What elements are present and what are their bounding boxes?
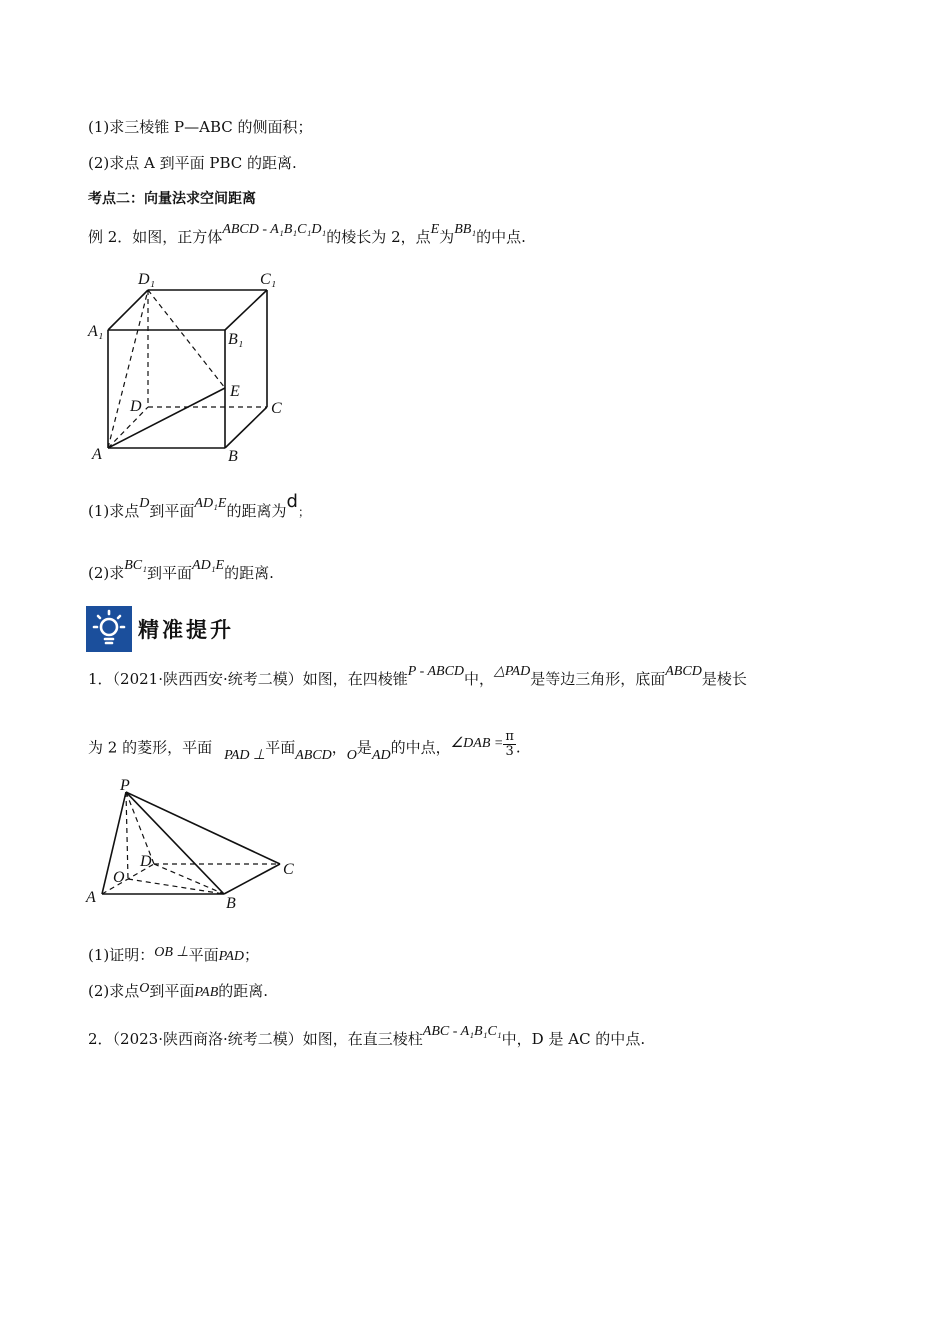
problem-2-statement xyxy=(88,1024,646,1052)
q1-d-symbol: d xyxy=(286,491,298,512)
p1q2-to-plane: 到平面 xyxy=(149,982,195,1000)
edge-b-c xyxy=(224,864,280,894)
q1-prefix: (1)求点 xyxy=(88,502,140,520)
banner-title: 精准提升 xyxy=(138,618,234,642)
label-a: A xyxy=(86,889,96,906)
point-e: E xyxy=(430,222,440,237)
hidden-segment-d-b xyxy=(154,864,224,894)
p1-triangle: △PAD xyxy=(494,664,531,679)
hidden-segment-o-b xyxy=(128,879,224,894)
q2-distance: 的距离. xyxy=(224,564,274,582)
p1-point-o: O xyxy=(346,747,357,763)
p1-frac-num: π xyxy=(505,729,514,744)
label-c: C xyxy=(271,400,282,417)
cube-figure xyxy=(80,262,300,472)
label-b: B xyxy=(226,895,236,912)
p1-text-2a: 为 2 的菱形，平面 xyxy=(88,738,213,757)
p1-fraction xyxy=(503,730,516,759)
p1-text-2g: 是 xyxy=(356,738,372,757)
p1q2-pab: PAB xyxy=(194,985,219,1000)
p1-frac-den: 3 xyxy=(505,744,514,759)
p1-text-e: 是等边三角形，底面 xyxy=(530,670,666,688)
p2-source: 2．（2023·陕西商洛·统考二模）如图，在直三棱柱 xyxy=(88,1030,423,1048)
p1q2-distance: 的距离. xyxy=(218,982,269,1000)
section-heading-vector-method: 考点二：向量法求空间距离 xyxy=(88,191,256,207)
edge-bb1: BB₁ xyxy=(454,222,477,237)
question-1-lateral-area: (1)求三棱锥 P—ABC 的侧面积； xyxy=(88,118,313,136)
p1-source: 1．（2021·陕西西安·统考二模）如图，在四棱锥 xyxy=(88,670,408,688)
lightbulb-icon xyxy=(86,606,132,652)
p1-segment-ad: AD xyxy=(371,747,391,763)
q1-plane: AD₁E xyxy=(194,496,227,511)
p1-text-c: 中， xyxy=(464,670,495,688)
label-d: D xyxy=(130,398,142,415)
label-b1: B₁ xyxy=(228,331,244,348)
hidden-segment-d1-e xyxy=(148,290,225,388)
question-2-distance: (2)求点 A 到平面 PBC 的距离. xyxy=(88,154,297,172)
p1q1-ob-perp: OB ⊥ xyxy=(154,945,189,960)
p1-plane-abcd: ABCD xyxy=(295,747,332,763)
hidden-edge-a-d xyxy=(108,407,148,448)
hidden-segment-p-o xyxy=(126,792,128,879)
label-d1: D₁ xyxy=(138,271,156,288)
cube-name: ABCD - A₁B₁C₁D₁ xyxy=(222,222,327,237)
p1q1-pad: PAD xyxy=(218,949,245,964)
q1-point-d: D xyxy=(139,496,150,511)
p1-text-2k: . xyxy=(515,738,521,757)
problem-1-line-2 xyxy=(88,729,521,763)
example-2-question-2 xyxy=(88,558,274,586)
p2-midpoint: 中，D 是 AC 的中点. xyxy=(501,1030,646,1048)
label-a: A xyxy=(92,446,102,463)
p1q2-prefix: (2)求点 xyxy=(88,982,140,1000)
label-o: O xyxy=(113,869,125,886)
example-2-mid2: 为 xyxy=(439,228,455,246)
pyramid-figure xyxy=(80,772,310,912)
p1-text-2e: ， xyxy=(331,738,347,757)
edge-p-b xyxy=(126,792,224,894)
hidden-segment-a-d1 xyxy=(108,290,148,448)
problem-1-line-1 xyxy=(88,664,747,692)
problem-1-question-1 xyxy=(88,944,259,968)
example-2-question-1 xyxy=(88,491,310,524)
q2-line-bc1: BC₁ xyxy=(124,558,148,573)
example-2-prefix: 例 2．如图，正方体 xyxy=(88,228,223,246)
label-c1: C₁ xyxy=(260,271,277,288)
example-2-mid1: 的棱长为 2，点 xyxy=(326,228,431,246)
q2-prefix: (2)求 xyxy=(88,564,125,582)
label-d: D xyxy=(140,853,152,870)
edge-b-c xyxy=(225,407,267,448)
label-c: C xyxy=(283,861,294,878)
p1-perp: PAD ⊥ xyxy=(224,747,266,763)
p1-text-2c: 平面 xyxy=(265,738,296,757)
edge-a1-d1 xyxy=(108,290,148,330)
q1-to-plane: 到平面 xyxy=(149,502,195,520)
p1-angle: ∠DAB = xyxy=(450,735,504,751)
problem-1-question-2 xyxy=(88,980,268,1004)
label-p: P xyxy=(120,777,130,794)
label-b: B xyxy=(228,448,238,465)
q2-plane: AD₁E xyxy=(192,558,225,573)
improvement-banner xyxy=(86,604,234,654)
example-2-statement xyxy=(88,222,526,250)
p1q1-prefix: (1)证明： xyxy=(88,946,155,964)
p1-base: ABCD xyxy=(665,664,702,679)
q1-semicolon: ； xyxy=(297,505,310,519)
p1q1-semicolon: ； xyxy=(244,946,260,964)
example-2-end: 的中点. xyxy=(476,228,526,246)
edge-c1-b1 xyxy=(225,290,267,330)
p1-text-2i: 的中点， xyxy=(390,738,451,757)
q2-to-plane: 到平面 xyxy=(147,564,193,582)
p1-text-g: 是棱长 xyxy=(701,670,747,688)
p1-pyramid: P - ABCD xyxy=(407,664,465,679)
label-e: E xyxy=(230,383,240,400)
p2-prism: ABC - A₁B₁C₁ xyxy=(422,1024,502,1039)
label-a1: A₁ xyxy=(88,323,104,340)
p1q2-point-o: O xyxy=(139,981,150,996)
segment-a-e xyxy=(108,388,225,448)
q1-distance-is: 的距离为 xyxy=(226,502,287,520)
p1q1-plane: 平面 xyxy=(188,946,219,964)
